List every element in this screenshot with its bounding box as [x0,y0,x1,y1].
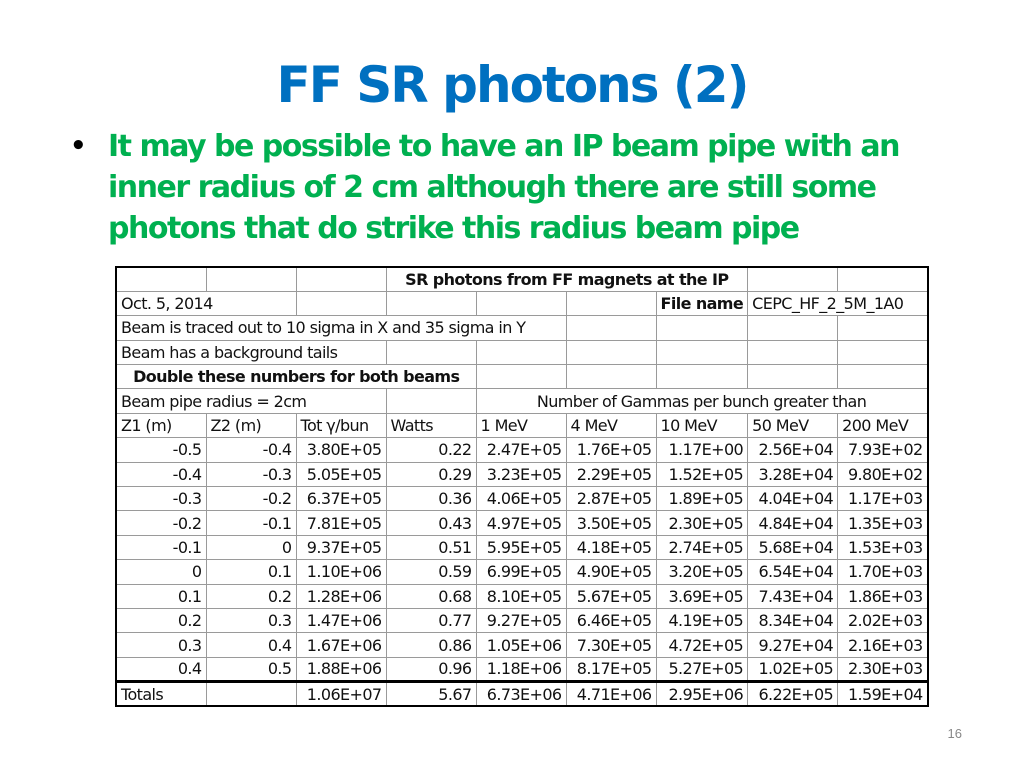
table-cell: 8.34E+04 [748,608,838,632]
table-cell: 3.28E+04 [748,462,838,486]
sheet-title: SR photons from FF magnets at the IP [386,267,748,291]
slide-title: FF SR photons (2) [276,56,748,114]
totals-cell: 2.95E+06 [656,682,748,706]
empty-cell [748,365,838,389]
sheet-date: Oct. 5, 2014 [116,291,296,315]
table-cell: 7.93E+02 [838,438,928,462]
table-cell: 5.05E+05 [296,462,386,486]
table-cell: 0.59 [386,560,476,584]
table-cell: 0.5 [206,657,296,681]
table-cell: 1.88E+06 [296,657,386,681]
table-cell: 5.67E+05 [566,584,656,608]
table-cell: 5.27E+05 [656,657,748,681]
totals-cell: 1.06E+07 [296,682,386,706]
table-row [116,633,928,657]
empty-cell [566,316,656,340]
table-cell: 0.68 [386,584,476,608]
gammas-header: Number of Gammas per bunch greater than [476,389,928,413]
empty-cell [476,365,566,389]
file-name-label: File name [656,291,748,315]
empty-cell [656,340,748,364]
empty-cell [748,340,838,364]
table-cell: 3.23E+05 [476,462,566,486]
empty-cell [748,267,838,291]
table-cell: 2.47E+05 [476,438,566,462]
spreadsheet-body [116,267,928,706]
column-header: 4 MeV [566,413,656,437]
empty-cell [386,340,476,364]
table-cell: 0.3 [206,608,296,632]
table-cell: 6.37E+05 [296,487,386,511]
table-row [116,584,928,608]
table-cell: 2.16E+03 [838,633,928,657]
sheet-note-trace: Beam is traced out to 10 sigma in X and 35 sigma in Y [116,316,566,340]
table-cell: 1.86E+03 [838,584,928,608]
page-number: 16 [947,726,962,741]
beam-pipe-radius: Beam pipe radius = 2cm [116,389,386,413]
sheet-note-row [116,316,928,340]
column-header: 1 MeV [476,413,566,437]
table-cell: 2.30E+03 [838,657,928,681]
column-header: 200 MeV [838,413,928,437]
empty-cell [566,365,656,389]
table-cell: 0.86 [386,633,476,657]
table-cell: -0.1 [206,511,296,535]
table-cell: 2.87E+05 [566,487,656,511]
table-cell: 0.51 [386,535,476,559]
empty-cell [566,291,656,315]
table-cell: 9.27E+04 [748,633,838,657]
bullet-dot-icon: • [70,131,86,161]
table-cell: -0.2 [206,487,296,511]
table-cell: 0.96 [386,657,476,681]
table-cell: 5.68E+04 [748,535,838,559]
empty-cell [476,340,566,364]
sheet-date-row [116,291,928,315]
table-cell: 4.97E+05 [476,511,566,535]
table-cell: 6.46E+05 [566,608,656,632]
empty-cell [748,316,838,340]
table-cell: 3.50E+05 [566,511,656,535]
table-cell: 1.28E+06 [296,584,386,608]
totals-cell: 6.73E+06 [476,682,566,706]
table-cell: -0.1 [116,535,206,559]
table-cell: 0.4 [206,633,296,657]
table-cell: 3.20E+05 [656,560,748,584]
empty-cell [838,267,928,291]
table-cell: 9.37E+05 [296,535,386,559]
empty-cell [206,682,296,706]
table-cell: 2.30E+05 [656,511,748,535]
table-cell: -0.2 [116,511,206,535]
table-cell: 0 [116,560,206,584]
empty-cell [386,389,476,413]
table-cell: -0.4 [206,438,296,462]
table-cell: 6.54E+04 [748,560,838,584]
table-cell: 1.05E+06 [476,633,566,657]
table-cell: 0.77 [386,608,476,632]
table-cell: 1.89E+05 [656,487,748,511]
file-name-value: CEPC_HF_2_5M_1A0 [748,291,928,315]
table-row [116,511,928,535]
table-row [116,560,928,584]
empty-cell [116,267,206,291]
table-row [116,462,928,486]
table-cell: -0.3 [116,487,206,511]
table-cell: 0.2 [206,584,296,608]
table-cell: 4.72E+05 [656,633,748,657]
table-cell: 1.70E+03 [838,560,928,584]
sheet-note-double: Double these numbers for both beams [116,365,476,389]
table-cell: 2.74E+05 [656,535,748,559]
table-cell: 4.90E+05 [566,560,656,584]
table-cell: 0.36 [386,487,476,511]
sheet-radius-row [116,389,928,413]
totals-row [116,682,928,706]
totals-cell: 5.67 [386,682,476,706]
table-cell: 4.19E+05 [656,608,748,632]
table-cell: 0.4 [116,657,206,681]
table-cell: -0.4 [116,462,206,486]
column-header-row [116,413,928,437]
table-cell: 1.35E+03 [838,511,928,535]
sheet-note-row [116,340,928,364]
table-cell: 8.17E+05 [566,657,656,681]
column-header: Tot γ/bun [296,413,386,437]
table-cell: 1.10E+06 [296,560,386,584]
empty-cell [838,365,928,389]
empty-cell [296,267,386,291]
table-row [116,438,928,462]
empty-cell [476,291,566,315]
table-cell: -0.3 [206,462,296,486]
table-cell: 6.99E+05 [476,560,566,584]
table-cell: 1.52E+05 [656,462,748,486]
totals-label: Totals [116,682,206,706]
totals-cell: 1.59E+04 [838,682,928,706]
table-cell: 7.43E+04 [748,584,838,608]
empty-cell [296,291,386,315]
table-cell: 2.29E+05 [566,462,656,486]
table-cell: 0.3 [116,633,206,657]
table-cell: 7.81E+05 [296,511,386,535]
empty-cell [656,365,748,389]
table-cell: 1.17E+03 [838,487,928,511]
table-cell: 4.06E+05 [476,487,566,511]
table-cell: 0.29 [386,462,476,486]
empty-cell [838,340,928,364]
table-cell: 9.27E+05 [476,608,566,632]
column-header: Z2 (m) [206,413,296,437]
table-cell: 0.22 [386,438,476,462]
empty-cell [838,316,928,340]
totals-cell: 6.22E+05 [748,682,838,706]
table-cell: 1.76E+05 [566,438,656,462]
table-cell: -0.5 [116,438,206,462]
column-header: 10 MeV [656,413,748,437]
sheet-note-row [116,365,928,389]
table-cell: 0 [206,535,296,559]
table-cell: 2.02E+03 [838,608,928,632]
empty-cell [656,316,748,340]
table-cell: 1.18E+06 [476,657,566,681]
table-cell: 0.1 [206,560,296,584]
bullet-text: It may be possible to have an IP beam pipe with an inner radius of 2 cm although there are still some photons that do strike this radius beam pipe [108,129,899,246]
table-cell: 5.95E+05 [476,535,566,559]
empty-cell [566,340,656,364]
table-cell: 3.80E+05 [296,438,386,462]
column-header: Watts [386,413,476,437]
table-cell: 1.17E+00 [656,438,748,462]
column-header: 50 MeV [748,413,838,437]
column-header: Z1 (m) [116,413,206,437]
table-row [116,535,928,559]
table-cell: 4.18E+05 [566,535,656,559]
table-row [116,608,928,632]
spreadsheet-table [115,266,929,707]
empty-cell [386,291,476,315]
sheet-note-tails: Beam has a background tails [116,340,386,364]
table-row [116,487,928,511]
table-cell: 1.67E+06 [296,633,386,657]
table-cell: 8.10E+05 [476,584,566,608]
table-row [116,657,928,681]
table-cell: 0.1 [116,584,206,608]
table-cell: 1.02E+05 [748,657,838,681]
table-cell: 4.84E+04 [748,511,838,535]
table-cell: 1.47E+06 [296,608,386,632]
table-cell: 4.04E+04 [748,487,838,511]
table-cell: 0.43 [386,511,476,535]
sheet-title-row [116,267,928,291]
table-cell: 7.30E+05 [566,633,656,657]
table-cell: 3.69E+05 [656,584,748,608]
totals-cell: 4.71E+06 [566,682,656,706]
table-cell: 1.53E+03 [838,535,928,559]
table-cell: 0.2 [116,608,206,632]
table-cell: 2.56E+04 [748,438,838,462]
empty-cell [206,267,296,291]
table-cell: 9.80E+02 [838,462,928,486]
